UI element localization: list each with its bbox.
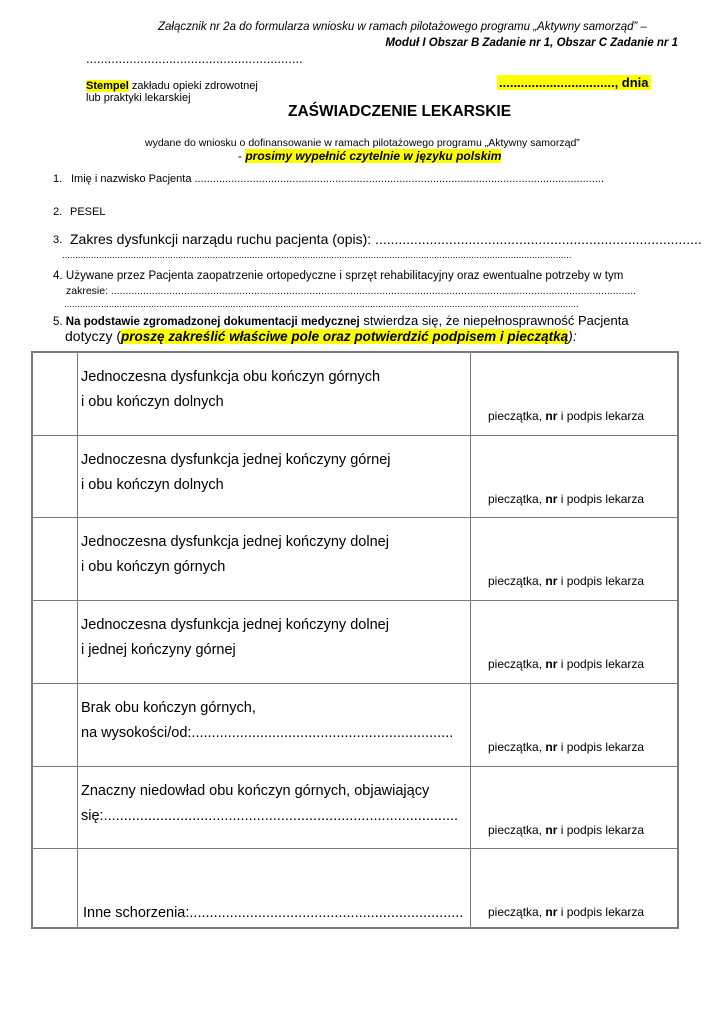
stamp-nr: nr <box>545 409 558 423</box>
table-row <box>33 353 677 436</box>
row-description-line2: i obu kończyn dolnych <box>81 477 224 493</box>
description-cell <box>77 518 471 600</box>
description-cell <box>77 353 471 435</box>
field-dysfunction-scope-line2[interactable]: ................................................................................................................................................................................................. <box>62 250 572 261</box>
signature-stamp-label[interactable] <box>488 823 644 837</box>
description-cell <box>77 684 471 766</box>
table-row <box>33 436 677 518</box>
stamp-post: i podpis lekarza <box>557 740 645 754</box>
field-1-number: 1. <box>53 173 63 185</box>
disability-selection-table <box>31 351 679 929</box>
field-orthopedic-equipment: 4. Używane przez Pacjenta zaopatrzenie ortopedyczne i sprzęt rehabilitacyjny oraz ewentualne potrzeby w tym <box>53 270 624 282</box>
row-description-line2: i jednej kończyny górnej <box>81 642 236 658</box>
row-description-line1: Jednoczesna dysfunkcja jednej kończyny górnej <box>81 452 391 468</box>
description-cell <box>77 601 471 683</box>
signature-stamp-label[interactable] <box>488 657 644 671</box>
checkbox-cell[interactable] <box>33 436 78 517</box>
row-description-line2[interactable]: się:........................................................................................ <box>81 808 459 824</box>
checkbox-cell[interactable] <box>33 684 78 766</box>
field-orthopedic-line2[interactable]: zakresie: .................................................................................................................................................................................... <box>66 285 637 297</box>
instruction-highlight: prosimy wypełnić czytelnie w języku polskim <box>245 149 502 163</box>
checkbox-cell[interactable] <box>33 767 78 848</box>
checkbox-cell[interactable] <box>33 518 78 600</box>
row-description-line1: Jednoczesna dysfunkcja obu kończyn górnych <box>81 369 381 385</box>
table-row <box>33 767 677 849</box>
date-field[interactable]: ................................, dnia <box>499 75 649 90</box>
signature-stamp-label[interactable] <box>488 574 644 588</box>
stamp-post: i podpis lekarza <box>557 905 645 919</box>
checkbox-cell[interactable] <box>33 601 78 683</box>
stamp-nr: nr <box>545 905 558 919</box>
row-description-line1: Znaczny niedowład obu kończyn górnych, objawiający <box>81 783 430 799</box>
row-description-line1: Brak obu kończyn górnych, <box>81 700 256 716</box>
stamp-nr: nr <box>545 823 558 837</box>
row-description-line2: i obu kończyn górnych <box>81 559 226 575</box>
stamp-pre: pieczątka, <box>488 740 546 754</box>
field-pesel[interactable]: PESEL <box>70 206 106 218</box>
stamp-nr: nr <box>545 574 558 588</box>
description-cell <box>77 436 471 517</box>
stamp-word: Stempel <box>86 80 129 92</box>
stamp-pre: pieczątka, <box>488 823 546 837</box>
signature-stamp-label[interactable] <box>488 492 644 506</box>
description-cell <box>77 767 471 848</box>
field-5-line1 <box>53 313 629 328</box>
document-subtitle: wydane do wniosku o dofinansowanie w ramach pilotażowego programu „Aktywny samorząd” <box>145 137 580 149</box>
field-5-end: ): <box>568 328 577 344</box>
stamp-area-rest: zakładu opieki zdrowotnej <box>128 80 258 92</box>
table-row <box>33 601 677 684</box>
language-instruction <box>238 149 501 163</box>
field-5-instruction: proszę zakreślić właściwe pole oraz potwierdzić podpisem i pieczątką <box>121 329 569 344</box>
field-2-number: 2. <box>53 206 63 218</box>
stamp-post: i podpis lekarza <box>557 492 645 506</box>
instruction-dash: - <box>238 149 246 163</box>
stamp-nr: nr <box>545 657 558 671</box>
field-5-rest: stwierdza się, że niepełnosprawność Pacjenta <box>359 313 629 328</box>
stamp-pre: pieczątka, <box>488 409 546 423</box>
field-5-dotyczy: dotyczy ( <box>65 328 122 344</box>
field-patient-name[interactable]: Imię i nazwisko Pacjenta ...................................................................................................................................... <box>71 173 605 185</box>
stamp-post: i podpis lekarza <box>557 657 645 671</box>
stamp-pre: pieczątka, <box>488 657 546 671</box>
checkbox-cell[interactable] <box>33 353 78 435</box>
row-description-line2: i obu kończyn dolnych <box>81 394 224 410</box>
row-description-line1: Jednoczesna dysfunkcja jednej kończyny dolnej <box>81 534 389 550</box>
signature-stamp-label[interactable] <box>488 409 644 423</box>
stamp-post: i podpis lekarza <box>557 409 645 423</box>
stamp-nr: nr <box>545 740 558 754</box>
description-cell <box>77 849 471 927</box>
stamp-pre: pieczątka, <box>488 905 546 919</box>
table-row <box>33 518 677 601</box>
table-row <box>33 684 677 767</box>
attachment-header-line2: Moduł I Obszar B Zadanie nr 1, Obszar C Zadanie nr 1 <box>385 37 678 49</box>
field-3-number: 3. <box>53 234 63 246</box>
field-5-line2 <box>65 328 577 344</box>
stamp-pre: pieczątka, <box>488 492 546 506</box>
table-row <box>33 849 677 927</box>
field-orthopedic-line3[interactable]: ................................................................................................................................................................................................... <box>64 299 579 310</box>
row-description-line2[interactable]: Inne schorzenia:.................................................................... <box>83 905 464 921</box>
stamp-area-line1 <box>86 80 258 92</box>
row-description-line2[interactable]: na wysokości/od:................................................................. <box>81 725 454 741</box>
stamp-pre: pieczątka, <box>488 574 546 588</box>
checkbox-cell[interactable] <box>33 849 78 927</box>
signature-stamp-label[interactable] <box>488 905 644 919</box>
attachment-header-line1: Załącznik nr 2a do formularza wniosku w ramach pilotażowego programu „Aktywny samorząd” – <box>158 21 647 33</box>
stamp-area-line2: lub praktyki lekarskiej <box>86 92 191 104</box>
header-dotted-line: ............................................................ <box>86 51 303 66</box>
stamp-post: i podpis lekarza <box>557 823 645 837</box>
stamp-nr: nr <box>545 492 558 506</box>
document-title: ZAŚWIADCZENIE LEKARSKIE <box>288 103 512 120</box>
field-5-bold: Na podstawie zgromadzonej dokumentacji medycznej <box>65 316 360 328</box>
field-dysfunction-scope[interactable]: Zakres dysfunkcji narządu ruchu pacjenta (opis): .................................................................................... <box>70 231 702 247</box>
row-description-line1: Jednoczesna dysfunkcja jednej kończyny dolnej <box>81 617 389 633</box>
signature-stamp-label[interactable] <box>488 740 644 754</box>
stamp-post: i podpis lekarza <box>557 574 645 588</box>
field-5-number: 5. <box>53 316 63 328</box>
